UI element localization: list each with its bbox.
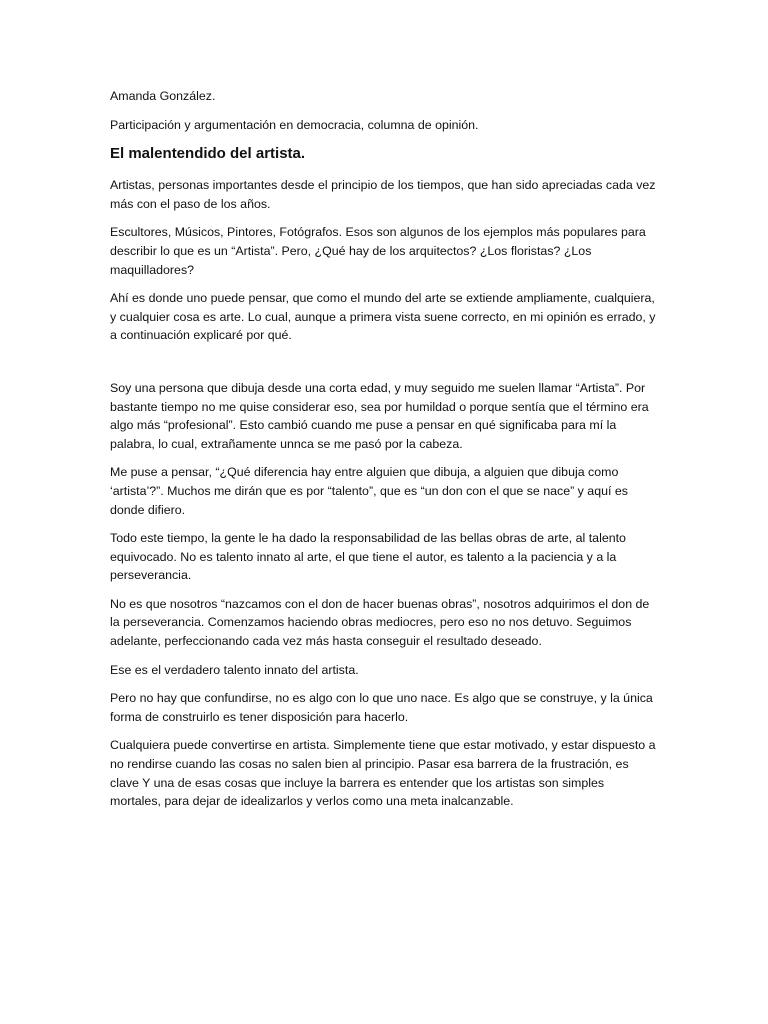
author-name: Amanda González. <box>110 89 216 103</box>
paragraph-4: Soy una persona que dibuja desde una corta edad, y muy seguido me suelen llamar “Artista”. Por bastante tiempo no me quise considerar eso, sea por humildad o porque sentía que el término era algo más “profesional”. Esto cambió cuando me puse a pensar en qué significaba para mí la palabra, lo cual, extrañamente unnca se me pasó por la cabeza. <box>110 380 649 451</box>
paragraph-8: Ese es el verdadero talento innato del artista. <box>110 662 359 677</box>
paragraph-2: Escultores, Músicos, Pintores, Fotógrafos. Esos son algunos de los ejemplos más populares para describir lo que es un “Artista”. Pero, ¿Qué hay de los arquitectos? ¿Los floristas? ¿Los maquilladores? <box>110 225 646 277</box>
paragraph-3: Ahí es donde uno puede pensar, que como el mundo del arte se extiende ampliamente, cualquiera, y cualquier cosa es arte. Lo cual, aunque a primera vista suene correcto, en mi opinión es errado, y a continuación explicaré por qué. <box>110 291 656 343</box>
paragraph-9: Pero no hay que confundirse, no es algo con lo que uno nace. Es algo que se construye, y la única forma de construirlo es tener disposición para hacerlo. <box>110 691 653 724</box>
paragraph-10: Cualquiera puede convertirse en artista. Simplemente tiene que estar motivado, y estar dispuesto a no rendirse cuando las cosas no salen bien al principio. Pasar esa barrera de la frustración, es clave Y una de esas cosas que incluye la barrera es entender que los artistas son simples mortales, para dejar de idealizarlos y verlos como una meta inalcanzable. <box>110 738 656 809</box>
paragraph-1: Artistas, personas importantes desde el principio de los tiempos, que han sido apreciadas cada vez más con el paso de los años. <box>110 178 656 211</box>
paragraph-7: No es que nosotros “nazcamos con el don de hacer buenas obras”, nosotros adquirimos el don de la perseverancia. Comenzamos haciendo obras mediocres, pero eso no nos detuvo. Seguimos adelante, perfeccionando cada vez más hasta conseguir el resultado deseado. <box>110 596 650 649</box>
paragraph-spacer <box>110 355 658 379</box>
paragraph-5: Me puse a pensar, “¿Qué diferencia hay entre alguien que dibuja, a alguien que dibuja como ‘artista’?”. Muchos me dirán que es por “talento”, que es “un don con el que se nace” y aquí es donde difiero. <box>110 465 628 517</box>
paragraph-6: Todo este tiempo, la gente le ha dado la responsabilidad de las bellas obras de arte, al talento equivocado. No es talento innato al arte, el que tiene el autor, es talento a la paciencia y a la perseverancia. <box>110 531 626 583</box>
document-page <box>110 87 658 821</box>
document-title: El malentendido del artista. <box>110 145 306 163</box>
course-line: Participación y argumentación en democracia, columna de opinión. <box>110 117 479 132</box>
